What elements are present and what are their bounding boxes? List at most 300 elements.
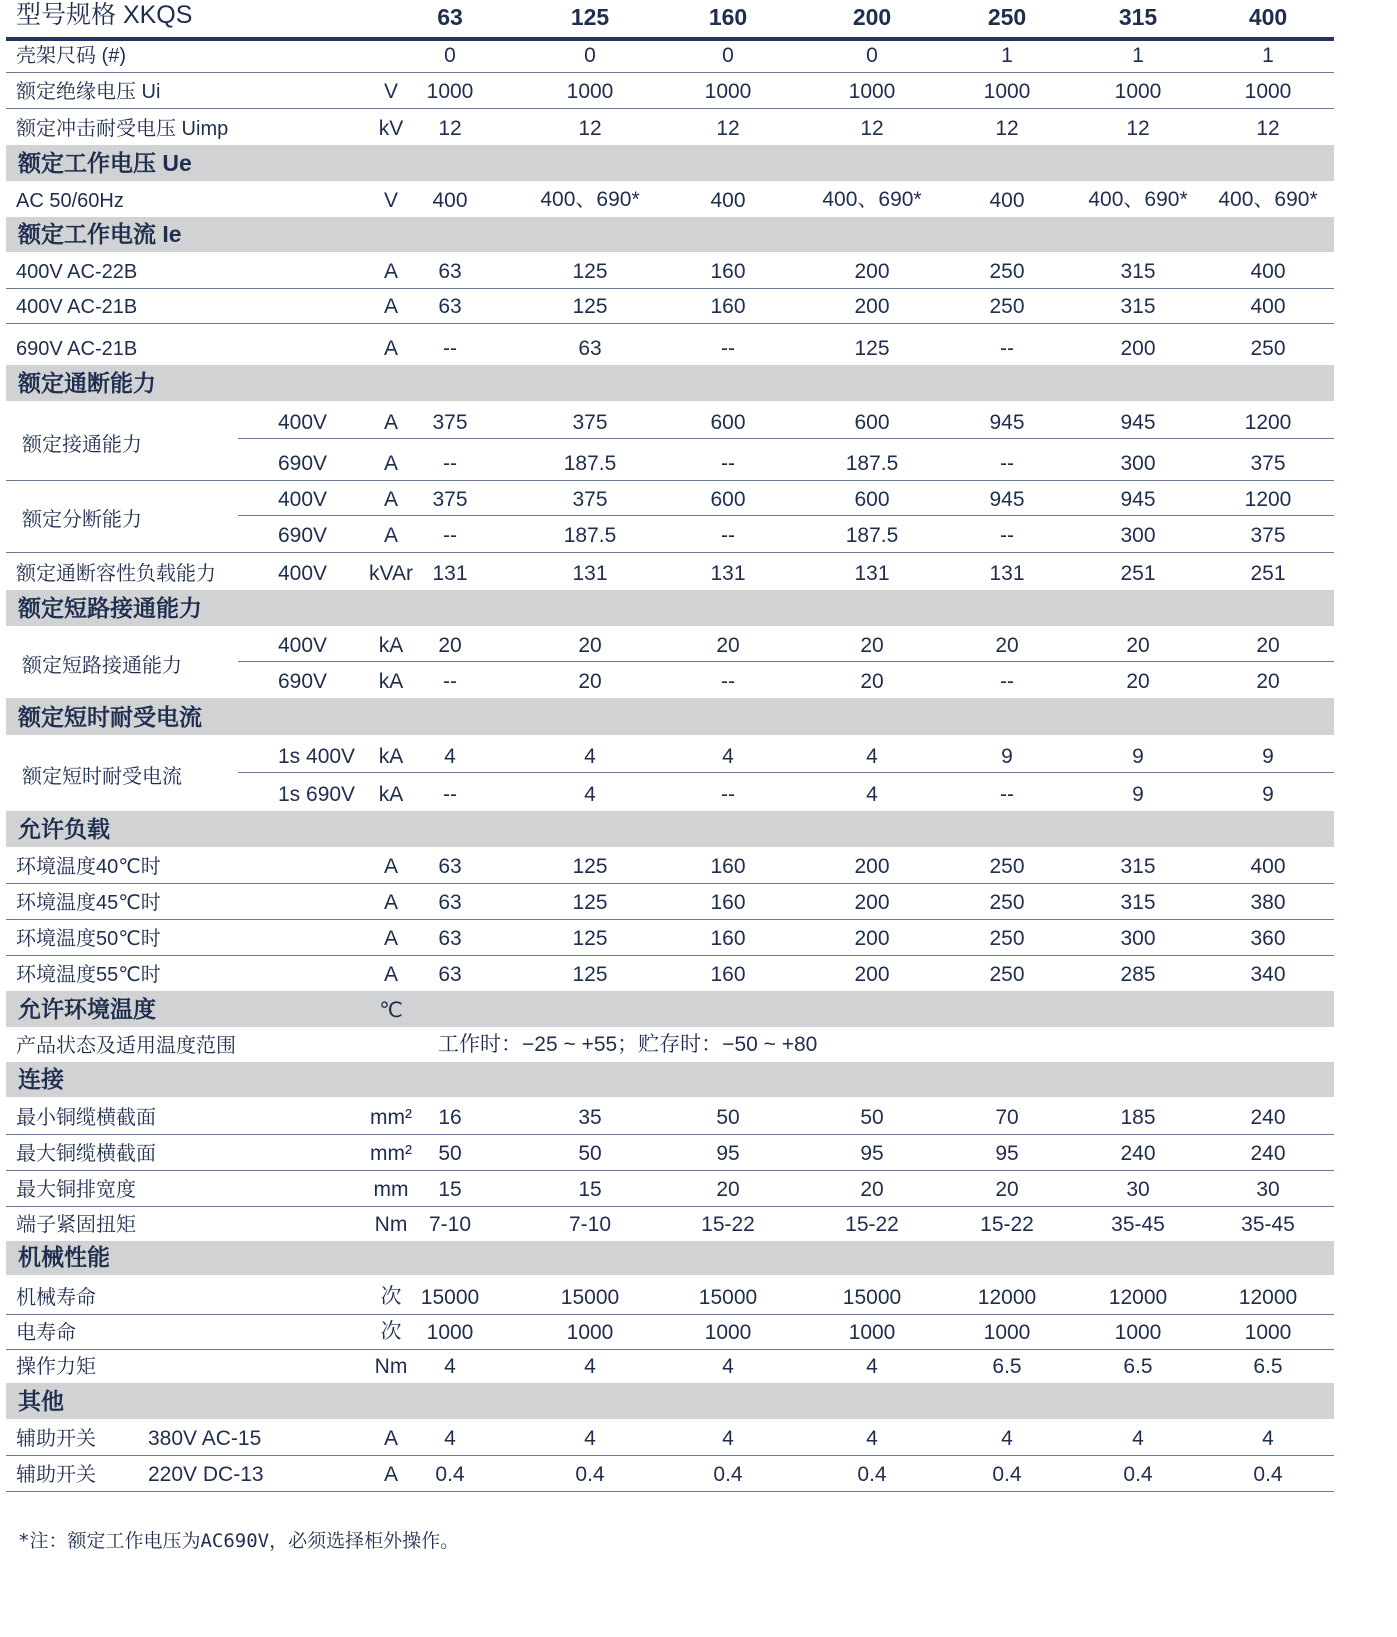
value-cell: 0 — [722, 44, 734, 67]
section-title: 额定短时耐受电流 — [18, 704, 202, 730]
unit-cell: A — [383, 855, 398, 878]
unit-cell: V — [383, 189, 398, 212]
value-cell: 4 — [1132, 1427, 1144, 1450]
value-cell: -- — [1000, 452, 1014, 475]
value-cell: 600 — [854, 488, 890, 511]
value-cell: 240 — [1250, 1142, 1286, 1165]
value-cell: 187.5 — [845, 524, 899, 547]
value-cell: 15-22 — [980, 1213, 1034, 1236]
group-label: 额定短时耐受电流 — [22, 766, 182, 788]
sub-label: 690V — [278, 670, 328, 693]
table-header — [6, 0, 1334, 41]
unit-cell: mm² — [370, 1106, 412, 1129]
table-row — [6, 1419, 1334, 1456]
value-cell: 131 — [432, 562, 468, 585]
unit-cell: Nm — [374, 1355, 408, 1378]
row-label: 690V AC-21B — [16, 338, 138, 360]
value-cell: 0.4 — [857, 1463, 887, 1486]
value-cell: -- — [721, 337, 735, 360]
value-cell: 240 — [1250, 1106, 1286, 1129]
value-cell: 131 — [989, 562, 1025, 585]
table-row — [6, 181, 1334, 218]
value-cell: 251 — [1250, 562, 1286, 585]
value-cell: 70 — [995, 1106, 1019, 1129]
table-row — [6, 323, 1334, 366]
value-cell: 400 — [989, 189, 1025, 212]
value-cell: 300 — [1120, 452, 1156, 475]
table-row — [6, 1349, 1334, 1384]
value-cell: 20 — [438, 634, 462, 657]
value-cell: 200 — [852, 4, 892, 30]
value-cell: 20 — [578, 670, 602, 693]
section-header — [6, 590, 1334, 626]
value-cell: 0.4 — [575, 1463, 605, 1486]
value-cell: 95 — [860, 1142, 884, 1165]
table-row — [6, 1027, 1334, 1063]
row-label: 400V AC-22B — [16, 261, 138, 283]
unit-cell: mm — [373, 1178, 409, 1201]
value-cell: 4 — [444, 1427, 456, 1450]
value-cell: 6.5 — [1123, 1355, 1153, 1378]
value-cell: 131 — [572, 562, 608, 585]
value-cell: 4 — [444, 1355, 456, 1378]
value-cell: 0.4 — [1253, 1463, 1283, 1486]
value-cell: 4 — [722, 745, 734, 768]
unit-cell: A — [383, 337, 398, 360]
section-title: 机械性能 — [18, 1244, 110, 1270]
header-label: 型号规格 XKQS — [16, 1, 193, 29]
value-cell: 50 — [438, 1142, 462, 1165]
unit-cell: A — [383, 452, 398, 475]
row-label: 机械寿命 — [16, 1287, 96, 1309]
value-cell: 131 — [710, 562, 746, 585]
value-cell: 12 — [860, 117, 884, 140]
value-cell: 63 — [438, 927, 462, 950]
unit-cell: V — [383, 80, 398, 103]
unit-cell: A — [383, 1427, 398, 1450]
sub-label: 400V — [278, 411, 328, 434]
value-cell: 15 — [438, 1178, 462, 1201]
value-cell: 4 — [722, 1355, 734, 1378]
value-cell: 200 — [854, 891, 890, 914]
value-cell: 250 — [1250, 337, 1286, 360]
value-cell: 250 — [989, 260, 1025, 283]
value-cell: 6.5 — [992, 1355, 1022, 1378]
table-row — [6, 1097, 1334, 1135]
section-title: 额定工作电压 Ue — [18, 150, 192, 176]
value-cell: 0.4 — [713, 1463, 743, 1486]
value-cell: 4 — [866, 1427, 878, 1450]
value-cell: 1000 — [1114, 1321, 1162, 1344]
unit-cell: A — [383, 260, 398, 283]
value-cell: 400 — [1250, 260, 1286, 283]
value-cell: 20 — [1256, 634, 1280, 657]
value-cell: 20 — [995, 1178, 1019, 1201]
value-cell: 250 — [989, 963, 1025, 986]
value-cell: 63 — [438, 295, 462, 318]
value-cell: 30 — [1126, 1178, 1150, 1201]
value-cell: 125 — [572, 891, 608, 914]
unit-cell: A — [383, 891, 398, 914]
value-cell: 315 — [1120, 855, 1156, 878]
value-cell: 0.4 — [992, 1463, 1022, 1486]
value-cell: 250 — [989, 927, 1025, 950]
value-cell: 7-10 — [568, 1213, 612, 1236]
table-row — [6, 919, 1334, 956]
value-cell: 375 — [572, 488, 608, 511]
value-cell: 15-22 — [701, 1213, 755, 1236]
value-cell: 160 — [710, 927, 746, 950]
value-cell: 4 — [722, 1427, 734, 1450]
value-cell: 251 — [1120, 562, 1156, 585]
value-cell: 50 — [578, 1142, 602, 1165]
value-cell: 0 — [866, 44, 878, 67]
value-cell: 63 — [438, 855, 462, 878]
value-cell: 50 — [860, 1106, 884, 1129]
section-header — [6, 698, 1334, 735]
value-cell: 300 — [1120, 524, 1156, 547]
value-cell: 375 — [572, 411, 608, 434]
value-cell: 187.5 — [563, 524, 617, 547]
sub-label: 1s 400V — [278, 745, 356, 768]
value-cell: 200 — [854, 260, 890, 283]
value-cell: 250 — [989, 891, 1025, 914]
section-header — [6, 217, 1334, 252]
row-label: 操作力矩 — [16, 1356, 96, 1378]
value-cell: -- — [721, 452, 735, 475]
value-cell: 380 — [1250, 891, 1286, 914]
table-row — [6, 439, 1334, 481]
value-cell: -- — [1000, 670, 1014, 693]
value-cell: 1000 — [848, 1321, 896, 1344]
value-cell: 0 — [444, 44, 456, 67]
section-header — [6, 811, 1334, 847]
table-row — [6, 773, 1334, 812]
value-cell: 375 — [432, 411, 468, 434]
table-row — [6, 1455, 1334, 1492]
table-row — [6, 516, 1334, 553]
value-cell: 1200 — [1244, 488, 1292, 511]
value-cell: -- — [443, 524, 457, 547]
table-row — [6, 1314, 1334, 1350]
value-cell: 200 — [854, 295, 890, 318]
value-cell: 4 — [866, 1355, 878, 1378]
value-cell: 4 — [444, 745, 456, 768]
unit-cell: A — [383, 524, 398, 547]
value-cell: 315 — [1120, 260, 1156, 283]
value-cell: 160 — [710, 295, 746, 318]
value-cell: 12 — [578, 117, 602, 140]
value-cell: 15 — [578, 1178, 602, 1201]
table-row — [6, 1275, 1334, 1315]
value-cell-wide: 工作时：−25 ~ +55；贮存时：−50 ~ +80 — [438, 1033, 818, 1056]
value-cell: 375 — [1250, 452, 1286, 475]
value-cell: 250 — [989, 855, 1025, 878]
table-row — [6, 626, 1334, 662]
row-label: 额定绝缘电压 Ui — [16, 81, 161, 103]
unit-cell: A — [383, 927, 398, 950]
sub-label: 1s 690V — [278, 783, 356, 806]
sub-label: 400V — [278, 634, 328, 657]
value-cell: 20 — [1126, 670, 1150, 693]
value-cell: 4 — [584, 745, 596, 768]
value-cell: 4 — [1001, 1427, 1013, 1450]
value-cell: 1000 — [1114, 80, 1162, 103]
unit-cell: kA — [378, 745, 404, 768]
value-cell: 0.4 — [1123, 1463, 1153, 1486]
value-cell: 125 — [572, 927, 608, 950]
unit-cell: Nm — [374, 1213, 408, 1236]
table-row — [6, 735, 1334, 773]
value-cell: 20 — [578, 634, 602, 657]
value-cell: 50 — [716, 1106, 740, 1129]
value-cell: 63 — [438, 891, 462, 914]
section-header — [6, 145, 1334, 181]
unit-cell: ℃ — [379, 999, 403, 1022]
value-cell: -- — [721, 670, 735, 693]
value-cell: 63 — [578, 337, 602, 360]
unit-cell: kV — [378, 117, 404, 140]
value-cell: 63 — [437, 4, 463, 30]
row-label: 壳架尺码 (#) — [16, 45, 126, 67]
value-cell: 315 — [1118, 4, 1158, 30]
value-cell: 160 — [710, 891, 746, 914]
value-cell: -- — [443, 337, 457, 360]
value-cell: 9 — [1262, 745, 1274, 768]
value-cell: 6.5 — [1253, 1355, 1283, 1378]
value-cell: 375 — [432, 488, 468, 511]
row-label: 额定通断容性负载能力 — [16, 563, 216, 585]
value-cell: 400 — [1250, 295, 1286, 318]
value-cell: 9 — [1132, 745, 1144, 768]
table-row — [6, 252, 1334, 289]
value-cell: 12000 — [1108, 1286, 1168, 1309]
value-cell: 315 — [1120, 295, 1156, 318]
value-cell: 20 — [860, 1178, 884, 1201]
row-label: 环境温度40℃时 — [16, 856, 161, 878]
value-cell: 945 — [989, 488, 1025, 511]
value-cell: 160 — [710, 963, 746, 986]
value-cell: -- — [721, 783, 735, 806]
table-row — [6, 108, 1334, 146]
section-title: 其他 — [18, 1388, 64, 1414]
value-cell: -- — [721, 524, 735, 547]
sub-label: 220V DC-13 — [148, 1463, 264, 1486]
value-cell: 12000 — [1238, 1286, 1298, 1309]
table-row — [6, 480, 1334, 516]
unit-cell: A — [383, 1463, 398, 1486]
row-label: 环境温度55℃时 — [16, 964, 161, 986]
value-cell: 300 — [1120, 927, 1156, 950]
unit-cell: kVAr — [369, 562, 413, 585]
row-label: 端子紧固扭矩 — [16, 1214, 136, 1236]
value-cell: 12 — [1126, 117, 1150, 140]
value-cell: 340 — [1250, 963, 1286, 986]
section-title: 允许环境温度 — [18, 996, 156, 1022]
table-row — [6, 883, 1334, 920]
value-cell: 12 — [716, 117, 740, 140]
value-cell: 9 — [1262, 783, 1274, 806]
value-cell: 160 — [708, 4, 748, 30]
value-cell: 35-45 — [1111, 1213, 1165, 1236]
value-cell: 15000 — [560, 1286, 620, 1309]
value-cell: 250 — [989, 295, 1025, 318]
unit-cell: mm² — [370, 1142, 412, 1165]
value-cell: 9 — [1001, 745, 1013, 768]
value-cell: 240 — [1120, 1142, 1156, 1165]
value-cell: 1200 — [1244, 411, 1292, 434]
value-cell: 1000 — [566, 1321, 614, 1344]
row-label: 最小铜缆横截面 — [16, 1107, 156, 1129]
row-label: 产品状态及适用温度范围 — [16, 1035, 236, 1057]
value-cell: 1000 — [704, 80, 752, 103]
value-cell: 400 — [710, 189, 746, 212]
sub-label: 690V — [278, 524, 328, 547]
unit-cell: A — [383, 963, 398, 986]
value-cell: 200 — [854, 927, 890, 950]
value-cell: 15000 — [698, 1286, 758, 1309]
value-cell: 400 — [1248, 4, 1288, 30]
row-label: 最大铜缆横截面 — [16, 1143, 156, 1165]
value-cell: 400 — [1250, 855, 1286, 878]
value-cell: 4 — [866, 783, 878, 806]
table-row — [6, 662, 1334, 699]
value-cell: 125 — [572, 855, 608, 878]
value-cell: 16 — [438, 1106, 462, 1129]
group-label: 额定分断能力 — [22, 509, 142, 531]
value-cell: 945 — [1120, 411, 1156, 434]
value-cell: -- — [1000, 524, 1014, 547]
group-label: 额定短路接通能力 — [22, 655, 182, 677]
value-cell: 945 — [1120, 488, 1156, 511]
value-cell: 7-10 — [428, 1213, 472, 1236]
value-cell: -- — [1000, 783, 1014, 806]
value-cell: 4 — [1262, 1427, 1274, 1450]
value-cell: 35-45 — [1241, 1213, 1295, 1236]
value-cell: -- — [443, 783, 457, 806]
table-row — [6, 552, 1334, 591]
unit-cell: kA — [378, 670, 404, 693]
value-cell: 15-22 — [845, 1213, 899, 1236]
table-row — [6, 1206, 1334, 1242]
value-cell: 1000 — [983, 80, 1031, 103]
section-title: 额定通断能力 — [18, 370, 156, 396]
value-cell: 20 — [1126, 634, 1150, 657]
unit-cell: kA — [378, 783, 404, 806]
value-cell: 125 — [572, 963, 608, 986]
sub-label: 400V — [278, 488, 328, 511]
value-cell: 1 — [1132, 44, 1144, 67]
value-cell: 4 — [584, 1355, 596, 1378]
value-cell: 4 — [584, 1427, 596, 1450]
value-cell: -- — [443, 670, 457, 693]
value-cell: 160 — [710, 855, 746, 878]
value-cell: 600 — [710, 488, 746, 511]
section-title: 允许负载 — [18, 816, 110, 842]
unit-cell: A — [383, 411, 398, 434]
section-header — [6, 991, 1334, 1027]
value-cell: 63 — [438, 963, 462, 986]
value-cell: 12 — [438, 117, 462, 140]
value-cell: 1000 — [704, 1321, 752, 1344]
value-cell: 95 — [995, 1142, 1019, 1165]
section-header — [6, 365, 1334, 401]
value-cell: 63 — [438, 260, 462, 283]
group-label: 额定接通能力 — [22, 433, 142, 456]
value-cell: 185 — [1120, 1106, 1156, 1129]
unit-cell: 次 — [380, 1320, 402, 1343]
value-cell: -- — [443, 452, 457, 475]
value-cell: 945 — [989, 411, 1025, 434]
sub-label: 400V — [278, 562, 328, 585]
value-cell: 9 — [1132, 783, 1144, 806]
section-title: 额定短路接通能力 — [18, 595, 202, 621]
value-cell: 35 — [578, 1106, 602, 1129]
value-cell: 160 — [710, 260, 746, 283]
section-header — [6, 1062, 1334, 1097]
value-cell: 20 — [995, 634, 1019, 657]
value-cell: 1 — [1001, 44, 1013, 67]
value-cell: 1000 — [983, 1321, 1031, 1344]
value-cell: 250 — [987, 4, 1027, 30]
row-label: 环境温度50℃时 — [16, 928, 161, 950]
section-title: 额定工作电流 Ie — [18, 221, 182, 247]
sub-label: 380V AC-15 — [148, 1427, 262, 1450]
value-cell: 285 — [1120, 963, 1156, 986]
value-cell: 12 — [995, 117, 1019, 140]
row-label: 辅助开关 — [16, 1428, 96, 1450]
row-label: 辅助开关 — [16, 1464, 96, 1486]
value-cell: 125 — [572, 295, 608, 318]
value-cell: 360 — [1250, 927, 1286, 950]
section-title: 连接 — [18, 1066, 64, 1092]
value-cell: 1 — [1262, 44, 1274, 67]
table-row — [6, 847, 1334, 884]
value-cell: 1000 — [426, 80, 474, 103]
value-cell: 20 — [716, 1178, 740, 1201]
table-row — [6, 72, 1334, 109]
value-cell: 12 — [1256, 117, 1280, 140]
value-cell: 1000 — [426, 1321, 474, 1344]
value-cell: 1000 — [848, 80, 896, 103]
section-header — [6, 1383, 1334, 1419]
sub-label: 690V — [278, 452, 328, 475]
value-cell: 187.5 — [845, 452, 899, 475]
table-row — [6, 1134, 1334, 1171]
value-cell: 95 — [716, 1142, 740, 1165]
value-cell: 200 — [854, 855, 890, 878]
value-cell: 125 — [570, 4, 610, 30]
value-cell: 0 — [584, 44, 596, 67]
value-cell: 20 — [860, 670, 884, 693]
footnote: *注：额定工作电压为AC690V，必须选择柜外操作。 — [18, 1530, 460, 1552]
value-cell: 600 — [710, 411, 746, 434]
unit-cell: A — [383, 295, 398, 318]
row-label: 额定冲击耐受电压 Uimp — [16, 118, 229, 140]
value-cell: 1000 — [1244, 80, 1292, 103]
value-cell: 4 — [584, 783, 596, 806]
value-cell: 20 — [716, 634, 740, 657]
unit-cell: kA — [378, 634, 404, 657]
value-cell: -- — [1000, 337, 1014, 360]
value-cell: 4 — [866, 745, 878, 768]
unit-cell: A — [383, 488, 398, 511]
unit-cell: 次 — [380, 1285, 402, 1308]
row-label: AC 50/60Hz — [16, 190, 124, 212]
value-cell: 375 — [1250, 524, 1286, 547]
row-label: 最大铜排宽度 — [16, 1179, 136, 1201]
value-cell: 125 — [854, 337, 890, 360]
